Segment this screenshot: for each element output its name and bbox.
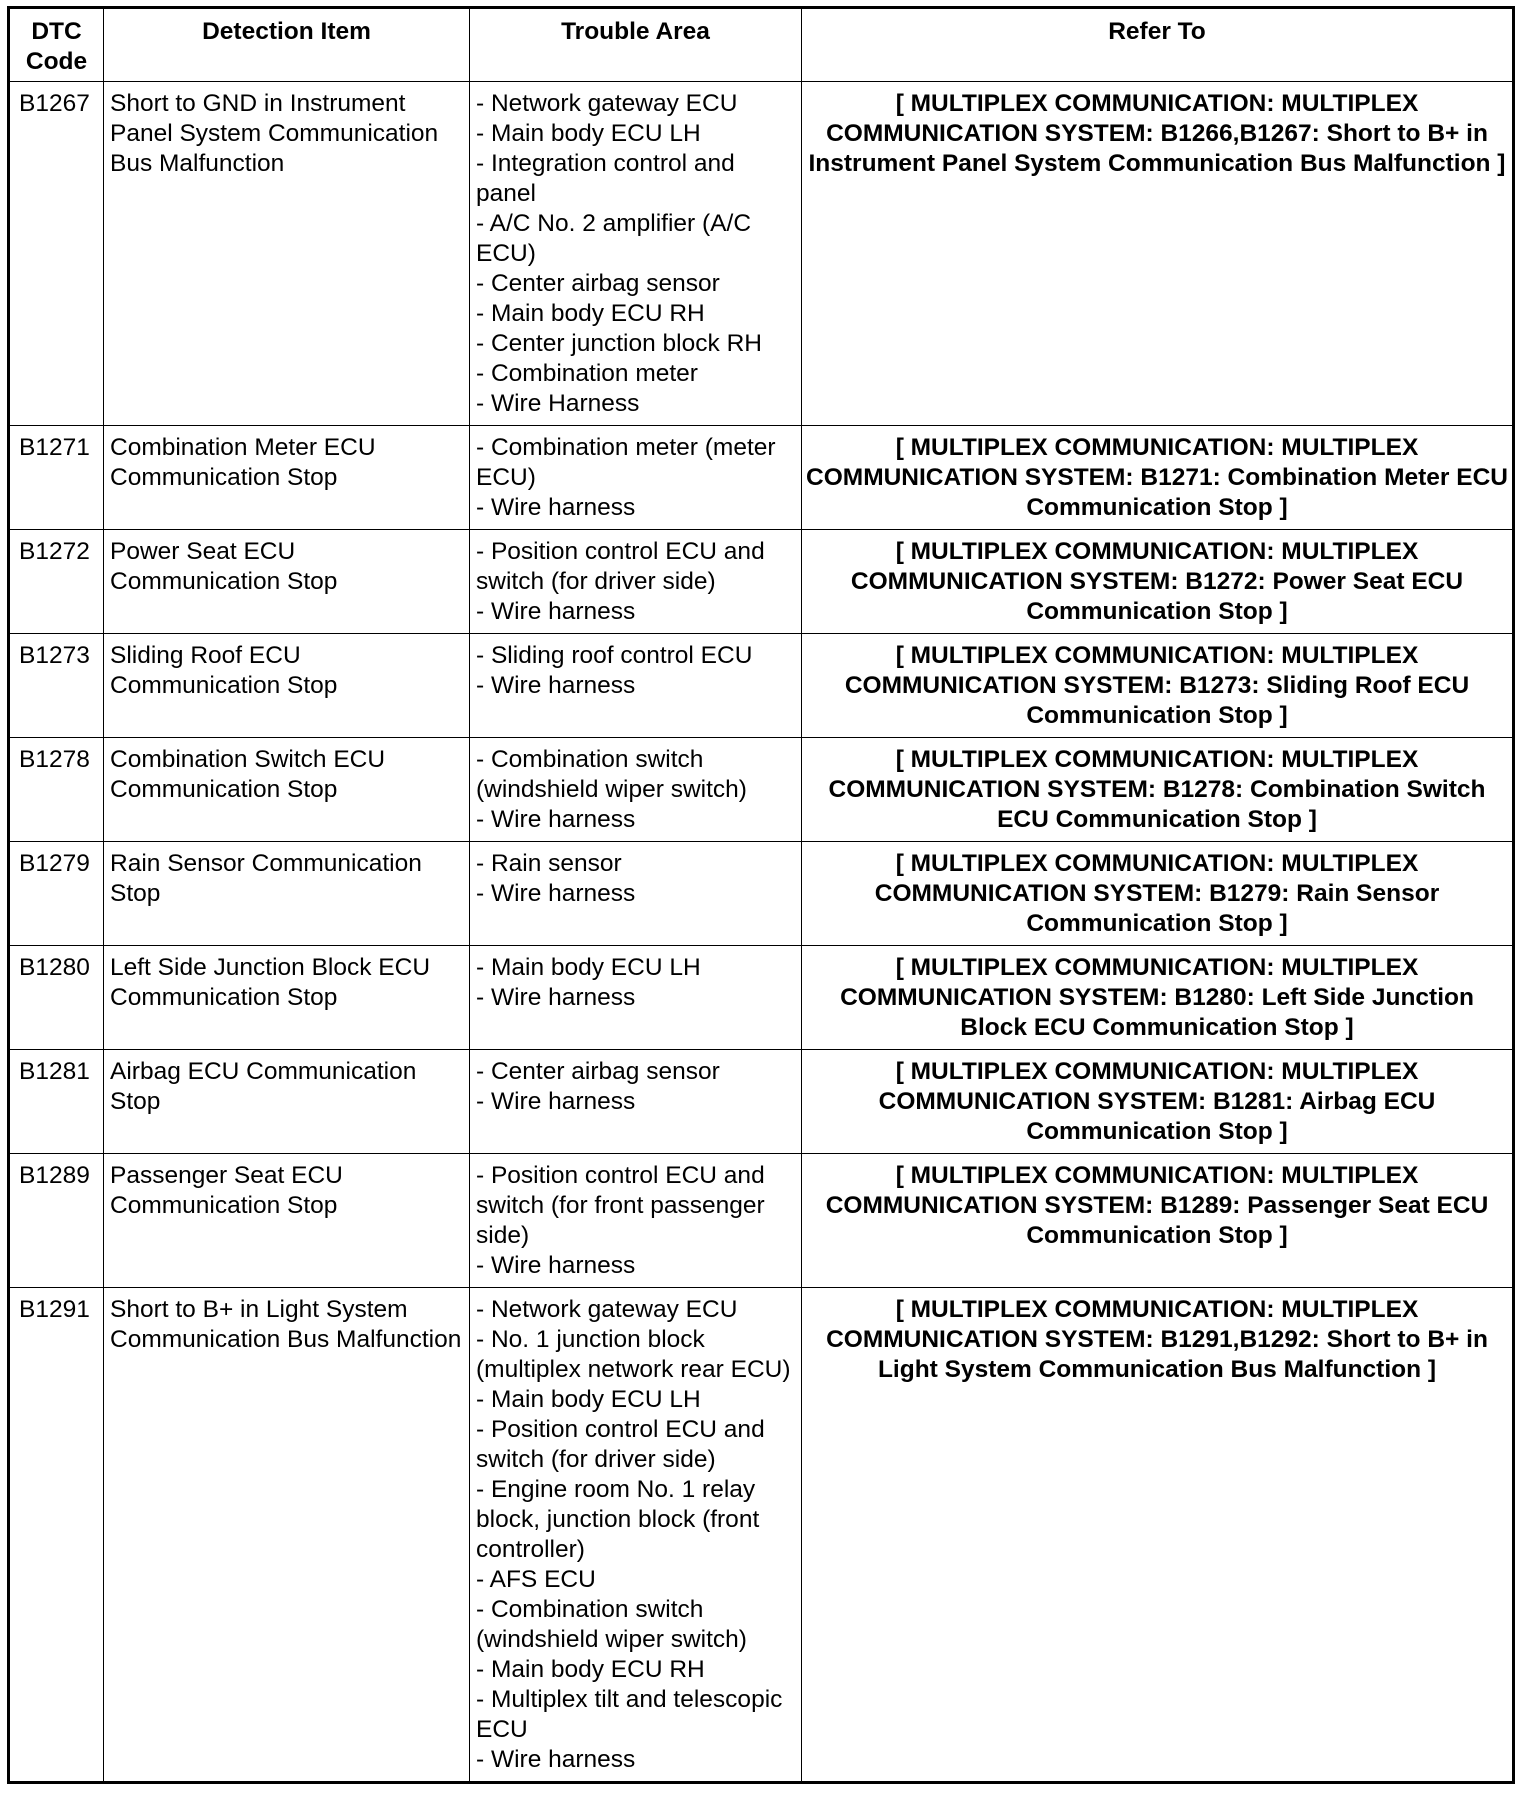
dtc-code-cell: B1278 [9, 738, 104, 842]
table-row [9, 738, 1514, 842]
detection-item-cell: Passenger Seat ECU Communication Stop [104, 1154, 470, 1288]
table-row [9, 842, 1514, 946]
refer-to-link[interactable]: [ MULTIPLEX COMMUNICATION: MULTIPLEX COMMUNICATION SYSTEM: B1271: Combination Meter ECU Communication Stop ] [802, 426, 1514, 530]
trouble-area-item: - Engine room No. 1 relay block, junction block (front controller) [476, 1476, 760, 1563]
header-detection-item: Detection Item [104, 8, 470, 82]
trouble-area-item: - Combination switch (windshield wiper switch) [476, 1596, 747, 1653]
header-dtc-code-line-2: Code [25, 48, 88, 75]
table-row [9, 426, 1514, 530]
trouble-area-item: - Wire harness [476, 672, 636, 699]
detection-item-cell: Sliding Roof ECU Communication Stop [104, 634, 470, 738]
header-dtc-code [9, 8, 104, 82]
trouble-area-item: - Wire harness [476, 1252, 636, 1279]
trouble-area-item: - No. 1 junction block (multiplex network rear ECU) [476, 1326, 791, 1383]
table-row [9, 1288, 1514, 1783]
header-trouble-area: Trouble Area [470, 8, 802, 82]
trouble-area-item: - Wire harness [476, 598, 636, 625]
detection-item-cell: Left Side Junction Block ECU Communication Stop [104, 946, 470, 1050]
trouble-area-item: - Rain sensor [476, 850, 622, 877]
dtc-code-cell: B1281 [9, 1050, 104, 1154]
trouble-area-item: - Combination meter (meter ECU) [476, 434, 776, 491]
trouble-area-item: - Main body ECU RH [476, 300, 705, 327]
trouble-area-item: - Wire harness [476, 806, 636, 833]
table-row [9, 1050, 1514, 1154]
detection-item-cell: Rain Sensor Communication Stop [104, 842, 470, 946]
trouble-area-item: - Main body ECU LH [476, 120, 701, 147]
trouble-area-item: - A/C No. 2 amplifier (A/C ECU) [476, 210, 752, 267]
dtc-table [7, 6, 1515, 1784]
trouble-area-item: - Center junction block RH [476, 330, 762, 357]
trouble-area-item: - Wire harness [476, 880, 636, 907]
dtc-code-cell: B1272 [9, 530, 104, 634]
refer-to-link[interactable]: [ MULTIPLEX COMMUNICATION: MULTIPLEX COMMUNICATION SYSTEM: B1291,B1292: Short to B+ in Light System Communication Bus Malfunction ] [802, 1288, 1514, 1783]
trouble-area-cell [470, 1288, 802, 1783]
table-row [9, 530, 1514, 634]
refer-to-link[interactable]: [ MULTIPLEX COMMUNICATION: MULTIPLEX COMMUNICATION SYSTEM: B1272: Power Seat ECU Communication Stop ] [802, 530, 1514, 634]
header-refer-to: Refer To [802, 8, 1514, 82]
detection-item-cell: Short to B+ in Light System Communication Bus Malfunction [104, 1288, 470, 1783]
dtc-code-cell: B1291 [9, 1288, 104, 1783]
trouble-area-item: - Main body ECU RH [476, 1656, 705, 1683]
trouble-area-item: - Combination meter [476, 360, 698, 387]
trouble-area-cell [470, 738, 802, 842]
trouble-area-cell [470, 946, 802, 1050]
trouble-area-item: - AFS ECU [476, 1566, 596, 1593]
dtc-code-cell: B1279 [9, 842, 104, 946]
refer-to-link[interactable]: [ MULTIPLEX COMMUNICATION: MULTIPLEX COMMUNICATION SYSTEM: B1280: Left Side Junction Block ECU Communication Stop ] [802, 946, 1514, 1050]
trouble-area-item: - Wire harness [476, 1746, 636, 1773]
trouble-area-item: - Position control ECU and switch (for driver side) [476, 1416, 765, 1473]
trouble-area-item: - Sliding roof control ECU [476, 642, 753, 669]
trouble-area-item: - Combination switch (windshield wiper switch) [476, 746, 747, 803]
dtc-code-cell: B1271 [9, 426, 104, 530]
trouble-area-item: - Wire Harness [476, 390, 640, 417]
trouble-area-item: - Network gateway ECU [476, 1296, 738, 1323]
trouble-area-item: - Network gateway ECU [476, 90, 738, 117]
table-body [9, 82, 1514, 1783]
refer-to-link[interactable]: [ MULTIPLEX COMMUNICATION: MULTIPLEX COMMUNICATION SYSTEM: B1281: Airbag ECU Communication Stop ] [802, 1050, 1514, 1154]
refer-to-link[interactable]: [ MULTIPLEX COMMUNICATION: MULTIPLEX COMMUNICATION SYSTEM: B1278: Combination Switch ECU Communication Stop ] [802, 738, 1514, 842]
trouble-area-item: - Main body ECU LH [476, 1386, 701, 1413]
refer-to-link[interactable]: [ MULTIPLEX COMMUNICATION: MULTIPLEX COMMUNICATION SYSTEM: B1279: Rain Sensor Communication Stop ] [802, 842, 1514, 946]
dtc-code-cell: B1289 [9, 1154, 104, 1288]
trouble-area-item: - Position control ECU and switch (for front passenger side) [476, 1162, 765, 1249]
trouble-area-cell [470, 426, 802, 530]
trouble-area-item: - Position control ECU and switch (for driver side) [476, 538, 765, 595]
detection-item-cell: Airbag ECU Communication Stop [104, 1050, 470, 1154]
trouble-area-cell [470, 634, 802, 738]
detection-item-cell: Combination Switch ECU Communication Stop [104, 738, 470, 842]
trouble-area-cell [470, 1154, 802, 1288]
table-row [9, 634, 1514, 738]
detection-item-cell: Short to GND in Instrument Panel System Communication Bus Malfunction [104, 82, 470, 426]
trouble-area-item: - Center airbag sensor [476, 1058, 720, 1085]
header-dtc-code-line-1: DTC [31, 18, 82, 45]
refer-to-link[interactable]: [ MULTIPLEX COMMUNICATION: MULTIPLEX COMMUNICATION SYSTEM: B1266,B1267: Short to B+ in Instrument Panel System Communication Bus Malfunction ] [802, 82, 1514, 426]
trouble-area-cell [470, 1050, 802, 1154]
header-row [9, 8, 1514, 82]
table-row [9, 82, 1514, 426]
trouble-area-item: - Wire harness [476, 494, 636, 521]
trouble-area-item: - Wire harness [476, 1088, 636, 1115]
trouble-area-cell [470, 842, 802, 946]
trouble-area-item: - Multiplex tilt and telescopic ECU [476, 1686, 783, 1743]
trouble-area-cell [470, 82, 802, 426]
table-row [9, 946, 1514, 1050]
dtc-code-cell: B1273 [9, 634, 104, 738]
dtc-code-cell: B1280 [9, 946, 104, 1050]
refer-to-link[interactable]: [ MULTIPLEX COMMUNICATION: MULTIPLEX COMMUNICATION SYSTEM: B1289: Passenger Seat ECU Communication Stop ] [802, 1154, 1514, 1288]
trouble-area-item: - Center airbag sensor [476, 270, 720, 297]
detection-item-cell: Power Seat ECU Communication Stop [104, 530, 470, 634]
trouble-area-item: - Main body ECU LH [476, 954, 701, 981]
detection-item-cell: Combination Meter ECU Communication Stop [104, 426, 470, 530]
table-row [9, 1154, 1514, 1288]
trouble-area-item: - Wire harness [476, 984, 636, 1011]
trouble-area-item: - Integration control and panel [476, 150, 735, 207]
trouble-area-cell [470, 530, 802, 634]
refer-to-link[interactable]: [ MULTIPLEX COMMUNICATION: MULTIPLEX COMMUNICATION SYSTEM: B1273: Sliding Roof ECU Communication Stop ] [802, 634, 1514, 738]
dtc-table-container [7, 6, 1512, 1784]
dtc-code-cell: B1267 [9, 82, 104, 426]
